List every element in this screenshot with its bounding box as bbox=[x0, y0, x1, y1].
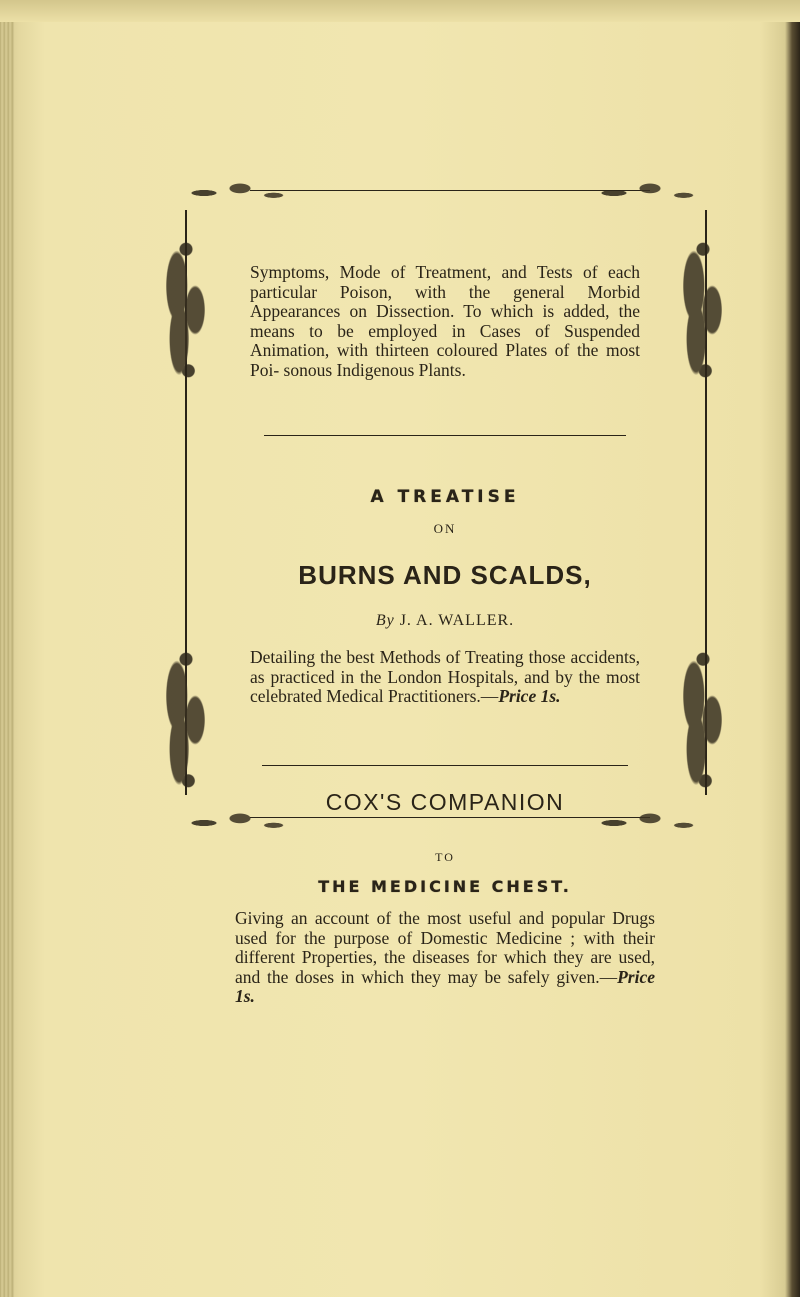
section-divider bbox=[262, 765, 628, 766]
treatise-author: J. A. WALLER. bbox=[399, 612, 515, 629]
treatise-description bbox=[250, 648, 640, 707]
companion-title: COX'S COMPANION bbox=[325, 789, 565, 815]
companion-description-text: Giving an account of the most useful and popular Drugs used for the purpose of Domestic Medicine ; with their different Properties, the diseases for which they are used, and the doses in which they may be safely given.— bbox=[235, 908, 655, 987]
section-divider bbox=[264, 435, 626, 436]
treatise-heading: A TREATISE bbox=[370, 487, 520, 507]
book-spine-edge bbox=[0, 0, 14, 1297]
byline-by: By bbox=[375, 612, 395, 629]
page-top-edge bbox=[0, 0, 800, 22]
floral-vine-icon bbox=[163, 230, 209, 390]
floral-vine-icon bbox=[680, 230, 726, 390]
floral-vine-icon bbox=[680, 640, 726, 800]
floral-vine-icon bbox=[163, 640, 209, 800]
companion-subtitle: THE MEDICINE CHEST. bbox=[318, 877, 572, 896]
floral-corner-icon bbox=[590, 170, 710, 216]
treatise-on: ON bbox=[433, 521, 457, 536]
floral-corner-icon bbox=[180, 170, 300, 216]
treatise-price: Price 1s. bbox=[498, 686, 561, 706]
treatise-description-text: Detailing the best Methods of Treating those accidents, as practiced in the London Hospitals, and by the most celebrated Medical Practitioners.— bbox=[250, 647, 640, 706]
companion-price: Price 1s. bbox=[235, 966, 655, 1006]
treatise-byline bbox=[250, 612, 640, 630]
treatise-title: BURNS AND SCALDS, bbox=[298, 560, 592, 590]
companion-description bbox=[235, 909, 655, 1007]
intro-paragraph: Symptoms, Mode of Treatment, and Tests of each particular Poison, with the general Morbid Appearances on Dissection. To which is added, the means to be employed in Cases of Suspended Animation, with thirteen coloured Plates of the most Poi- sonous Indigenous Plants. bbox=[250, 262, 640, 380]
companion-to: TO bbox=[435, 850, 455, 864]
